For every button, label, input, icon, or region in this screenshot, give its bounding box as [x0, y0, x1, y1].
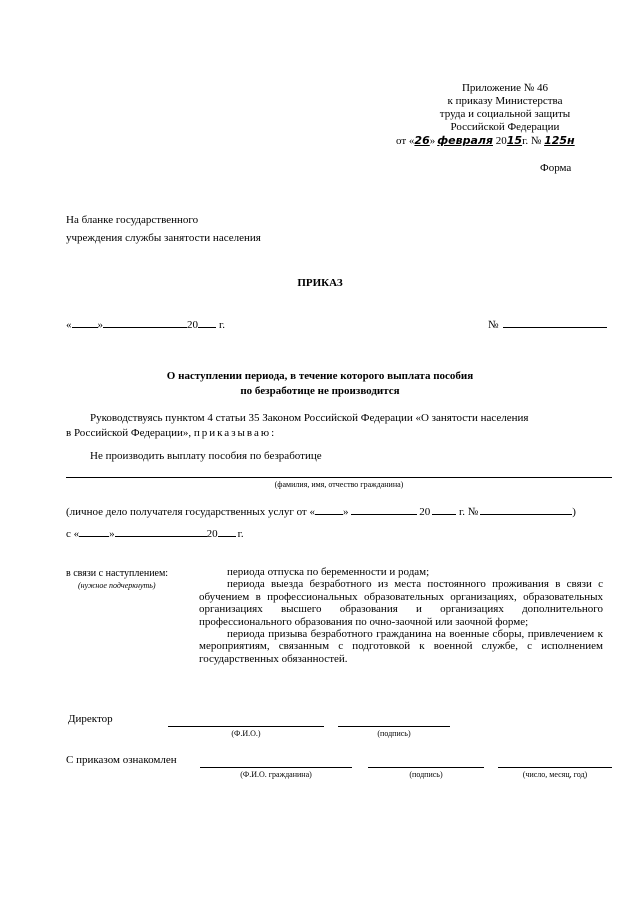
- order-month-blank: [103, 316, 187, 328]
- director-sign-caption: (подпись): [377, 729, 411, 738]
- personal-file-month-blank: [351, 503, 417, 515]
- personal-file-number-label: г. №: [459, 506, 479, 518]
- appendix-header: [396, 82, 600, 148]
- personal-file-number-blank: [480, 503, 572, 515]
- institution-line2: учреждения службы занятости населения: [66, 232, 261, 244]
- appendix-date: [396, 134, 600, 148]
- since-month-blank: [115, 525, 207, 537]
- director-name-line: [168, 726, 324, 727]
- citizen-caption: (фамилия, имя, отчество гражданина): [274, 480, 404, 489]
- reason-note: (нужное подчеркнуть): [78, 581, 156, 590]
- director-label: Директор: [68, 713, 113, 725]
- preamble-line1: Руководствуясь пунктом 4 статьи 35 Законом Российской Федерации «О занятости населения: [90, 412, 529, 424]
- subject-line2: по безработице не производится: [240, 385, 400, 397]
- subject-line1: О наступлении периода, в течение которого выплата пособия: [166, 370, 474, 382]
- preamble-line2: [66, 426, 606, 441]
- appendix-ref-line2: к приказу Министерства: [447, 95, 563, 107]
- citizen-name-caption: (Ф.И.О. гражданина): [240, 770, 312, 779]
- citizen-sign-caption: (подпись): [409, 770, 443, 779]
- reason-item-pregnancy: периода отпуска по беременности и родам;: [227, 566, 430, 578]
- appendix-number: Приложение № 46: [461, 82, 549, 94]
- since-year-prefix: 20: [206, 528, 218, 540]
- order-date-mid: »: [97, 319, 103, 331]
- order-number: [488, 316, 607, 332]
- appendix-ref-line4: Российской Федерации: [450, 121, 560, 133]
- form-label: Форма: [540, 162, 572, 174]
- director-name-caption: (Ф.И.О.): [231, 729, 261, 738]
- date-num-prefix: г. №: [522, 135, 542, 147]
- director-sign-line: [338, 726, 450, 727]
- preamble: [66, 411, 606, 441]
- personal-file-year-prefix: 20: [419, 506, 431, 518]
- order-day-blank: [72, 316, 98, 328]
- order-subject: [0, 369, 640, 399]
- personal-file-mid: »: [343, 506, 349, 518]
- acquainted-label: С приказом ознакомлен: [66, 754, 177, 766]
- preamble-line2-text: в Российской Федерации»,: [66, 427, 194, 439]
- date-month: февраля: [437, 134, 493, 147]
- personal-file-day-blank: [315, 503, 343, 515]
- institution-line1: На бланке государственного: [66, 214, 199, 226]
- since-day-blank: [79, 525, 109, 537]
- personal-file: [66, 503, 576, 519]
- order-year-prefix: 20: [187, 319, 198, 331]
- since-prefix: с «: [66, 528, 80, 540]
- date-mid: »: [429, 135, 436, 147]
- personal-file-year-blank: [432, 503, 456, 515]
- date-year-prefix: 20: [495, 135, 507, 147]
- order-number-label: №: [488, 319, 499, 331]
- since-suffix: г.: [237, 528, 244, 540]
- reason-item-study: периода выезда безработного из места постоянного проживания в связи с обучением в профессиональных образовательных организациях, образовательных организациях высшего образования и организациях дополнительного профессионального образования по очно-заочной или заочной форме;: [199, 578, 603, 628]
- order-year-blank: [198, 316, 216, 328]
- date-num: 125н: [544, 134, 575, 147]
- order-date-open: «: [66, 319, 72, 331]
- date-prefix: от «: [396, 135, 415, 147]
- directive: Не производить выплату пособия по безработице: [90, 450, 322, 462]
- personal-file-close: ): [572, 506, 576, 518]
- date-day: 26: [414, 134, 430, 147]
- date-year: 15: [506, 134, 523, 147]
- preamble-order-word: приказываю:: [193, 427, 277, 439]
- order-number-blank: [503, 316, 607, 328]
- reason-item-military: периода призыва безработного гражданина на военные сборы, привлечением к мероприятиям, связанным с подготовкой к военной службе, с исполнением государственных обязанностей.: [199, 628, 603, 665]
- citizen-date-caption: (число, месяц, год): [522, 770, 588, 779]
- order-title: ПРИКАЗ: [297, 277, 343, 289]
- order-year-suffix: г.: [219, 319, 226, 331]
- reason-label: в связи с наступлением:: [66, 568, 169, 579]
- appendix-ref-line3: труда и социальной защиты: [439, 108, 571, 120]
- since-year-blank: [218, 525, 236, 537]
- citizen-signature-line: [368, 767, 484, 768]
- citizen-date-line: [498, 767, 612, 768]
- since-mid: »: [109, 528, 115, 540]
- institution-block: [66, 211, 261, 247]
- reason-list: [199, 566, 603, 665]
- since-date: [66, 525, 244, 541]
- citizen-name-line: [66, 477, 612, 478]
- citizen-sign-name-line: [200, 767, 352, 768]
- order-date: [66, 316, 225, 332]
- personal-file-prefix: (личное дело получателя государственных услуг от «: [66, 506, 315, 518]
